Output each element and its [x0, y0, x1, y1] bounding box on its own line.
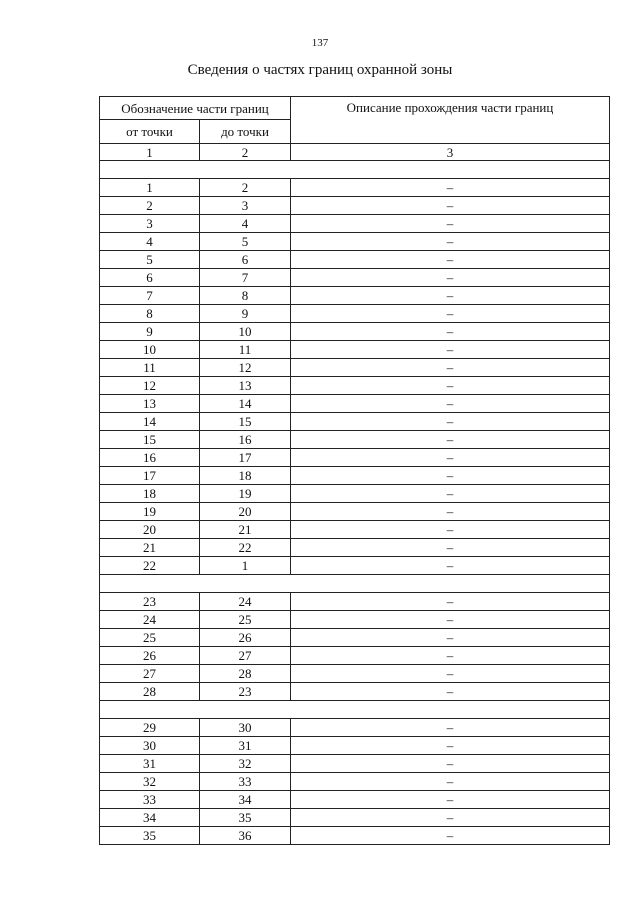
table-row	[100, 593, 610, 611]
table-row	[100, 629, 610, 647]
description-cell: –	[291, 233, 610, 251]
table-row	[100, 755, 610, 773]
from-point-cell: 4	[100, 233, 200, 251]
table-row	[100, 269, 610, 287]
description-cell: –	[291, 557, 610, 575]
description-cell: –	[291, 449, 610, 467]
description-cell: –	[291, 305, 610, 323]
table-row	[100, 557, 610, 575]
table-row	[100, 449, 610, 467]
to-point-cell: 5	[200, 233, 291, 251]
from-point-cell: 28	[100, 683, 200, 701]
to-point-cell: 11	[200, 341, 291, 359]
description-cell: –	[291, 269, 610, 287]
from-point-cell: 31	[100, 755, 200, 773]
table-row	[100, 485, 610, 503]
from-point-cell: 9	[100, 323, 200, 341]
to-point-cell: 15	[200, 413, 291, 431]
table-row	[100, 395, 610, 413]
description-cell: –	[291, 413, 610, 431]
description-cell: –	[291, 809, 610, 827]
to-point-cell: 8	[200, 287, 291, 305]
header-from-point: от точки	[100, 120, 200, 144]
table-row	[100, 683, 610, 701]
description-cell: –	[291, 737, 610, 755]
to-point-cell: 10	[200, 323, 291, 341]
to-point-cell: 24	[200, 593, 291, 611]
to-point-cell: 2	[200, 179, 291, 197]
from-point-cell: 26	[100, 647, 200, 665]
table-row	[100, 611, 610, 629]
contour-separator-cell	[100, 575, 610, 593]
description-cell: –	[291, 629, 610, 647]
from-point-cell: 34	[100, 809, 200, 827]
description-cell: –	[291, 377, 610, 395]
description-cell: –	[291, 827, 610, 845]
table-row	[100, 377, 610, 395]
from-point-cell: 14	[100, 413, 200, 431]
from-point-cell: 11	[100, 359, 200, 377]
description-cell: –	[291, 719, 610, 737]
table-row	[100, 521, 610, 539]
from-point-cell: 18	[100, 485, 200, 503]
header-description: Описание прохождения части границ	[291, 97, 610, 144]
table-row	[100, 413, 610, 431]
to-point-cell: 18	[200, 467, 291, 485]
description-cell: –	[291, 773, 610, 791]
description-cell: –	[291, 467, 610, 485]
to-point-cell: 7	[200, 269, 291, 287]
to-point-cell: 26	[200, 629, 291, 647]
table-row	[100, 737, 610, 755]
to-point-cell: 14	[200, 395, 291, 413]
table-row	[100, 665, 610, 683]
description-cell: –	[291, 503, 610, 521]
contour-separator-row	[100, 701, 610, 719]
description-cell: –	[291, 593, 610, 611]
from-point-cell: 35	[100, 827, 200, 845]
header-boundary-designation: Обозначение части границ	[100, 97, 291, 120]
description-cell: –	[291, 539, 610, 557]
to-point-cell: 36	[200, 827, 291, 845]
table-row	[100, 719, 610, 737]
from-point-cell: 3	[100, 215, 200, 233]
table-row	[100, 323, 610, 341]
description-cell: –	[291, 287, 610, 305]
from-point-cell: 25	[100, 629, 200, 647]
table-row	[100, 827, 610, 845]
from-point-cell: 23	[100, 593, 200, 611]
table-row	[100, 251, 610, 269]
from-point-cell: 32	[100, 773, 200, 791]
from-point-cell: 8	[100, 305, 200, 323]
description-cell: –	[291, 395, 610, 413]
to-point-cell: 17	[200, 449, 291, 467]
boundary-parts-table	[99, 96, 610, 845]
from-point-cell: 24	[100, 611, 200, 629]
description-cell: –	[291, 791, 610, 809]
table-row	[100, 287, 610, 305]
contour-separator-cell	[100, 161, 610, 179]
table-row	[100, 359, 610, 377]
to-point-cell: 19	[200, 485, 291, 503]
table-row	[100, 503, 610, 521]
description-cell: –	[291, 251, 610, 269]
from-point-cell: 30	[100, 737, 200, 755]
to-point-cell: 16	[200, 431, 291, 449]
table-row	[100, 179, 610, 197]
table-row	[100, 233, 610, 251]
from-point-cell: 5	[100, 251, 200, 269]
description-cell: –	[291, 359, 610, 377]
table-row	[100, 197, 610, 215]
column-number-3: 3	[291, 144, 610, 161]
from-point-cell: 19	[100, 503, 200, 521]
to-point-cell: 12	[200, 359, 291, 377]
from-point-cell: 2	[100, 197, 200, 215]
table-row	[100, 791, 610, 809]
table-row	[100, 305, 610, 323]
description-cell: –	[291, 323, 610, 341]
from-point-cell: 33	[100, 791, 200, 809]
to-point-cell: 28	[200, 665, 291, 683]
from-point-cell: 6	[100, 269, 200, 287]
description-cell: –	[291, 755, 610, 773]
header-to-point: до точки	[200, 120, 291, 144]
from-point-cell: 27	[100, 665, 200, 683]
to-point-cell: 35	[200, 809, 291, 827]
description-cell: –	[291, 197, 610, 215]
to-point-cell: 25	[200, 611, 291, 629]
to-point-cell: 34	[200, 791, 291, 809]
column-number-2: 2	[200, 144, 291, 161]
table-row	[100, 809, 610, 827]
to-point-cell: 13	[200, 377, 291, 395]
description-cell: –	[291, 665, 610, 683]
table-body	[100, 161, 610, 845]
description-cell: –	[291, 341, 610, 359]
from-point-cell: 22	[100, 557, 200, 575]
from-point-cell: 16	[100, 449, 200, 467]
to-point-cell: 32	[200, 755, 291, 773]
description-cell: –	[291, 647, 610, 665]
description-cell: –	[291, 521, 610, 539]
from-point-cell: 10	[100, 341, 200, 359]
description-cell: –	[291, 179, 610, 197]
column-number-1: 1	[100, 144, 200, 161]
description-cell: –	[291, 215, 610, 233]
to-point-cell: 30	[200, 719, 291, 737]
contour-separator-row	[100, 575, 610, 593]
from-point-cell: 17	[100, 467, 200, 485]
table-row	[100, 431, 610, 449]
from-point-cell: 7	[100, 287, 200, 305]
to-point-cell: 23	[200, 683, 291, 701]
table-row	[100, 341, 610, 359]
from-point-cell: 1	[100, 179, 200, 197]
to-point-cell: 22	[200, 539, 291, 557]
from-point-cell: 13	[100, 395, 200, 413]
from-point-cell: 21	[100, 539, 200, 557]
to-point-cell: 31	[200, 737, 291, 755]
to-point-cell: 6	[200, 251, 291, 269]
description-cell: –	[291, 683, 610, 701]
to-point-cell: 3	[200, 197, 291, 215]
from-point-cell: 29	[100, 719, 200, 737]
to-point-cell: 9	[200, 305, 291, 323]
description-cell: –	[291, 611, 610, 629]
to-point-cell: 27	[200, 647, 291, 665]
to-point-cell: 20	[200, 503, 291, 521]
to-point-cell: 21	[200, 521, 291, 539]
description-cell: –	[291, 485, 610, 503]
contour-separator-row	[100, 161, 610, 179]
table-row	[100, 215, 610, 233]
table-row	[100, 773, 610, 791]
page-number: 137	[311, 37, 329, 49]
from-point-cell: 20	[100, 521, 200, 539]
document-title: Сведения о частях границ охранной зоны	[187, 62, 453, 78]
description-cell: –	[291, 431, 610, 449]
to-point-cell: 4	[200, 215, 291, 233]
to-point-cell: 1	[200, 557, 291, 575]
contour-separator-cell	[100, 701, 610, 719]
table-row	[100, 539, 610, 557]
table-row	[100, 647, 610, 665]
to-point-cell: 33	[200, 773, 291, 791]
from-point-cell: 15	[100, 431, 200, 449]
table-row	[100, 467, 610, 485]
from-point-cell: 12	[100, 377, 200, 395]
